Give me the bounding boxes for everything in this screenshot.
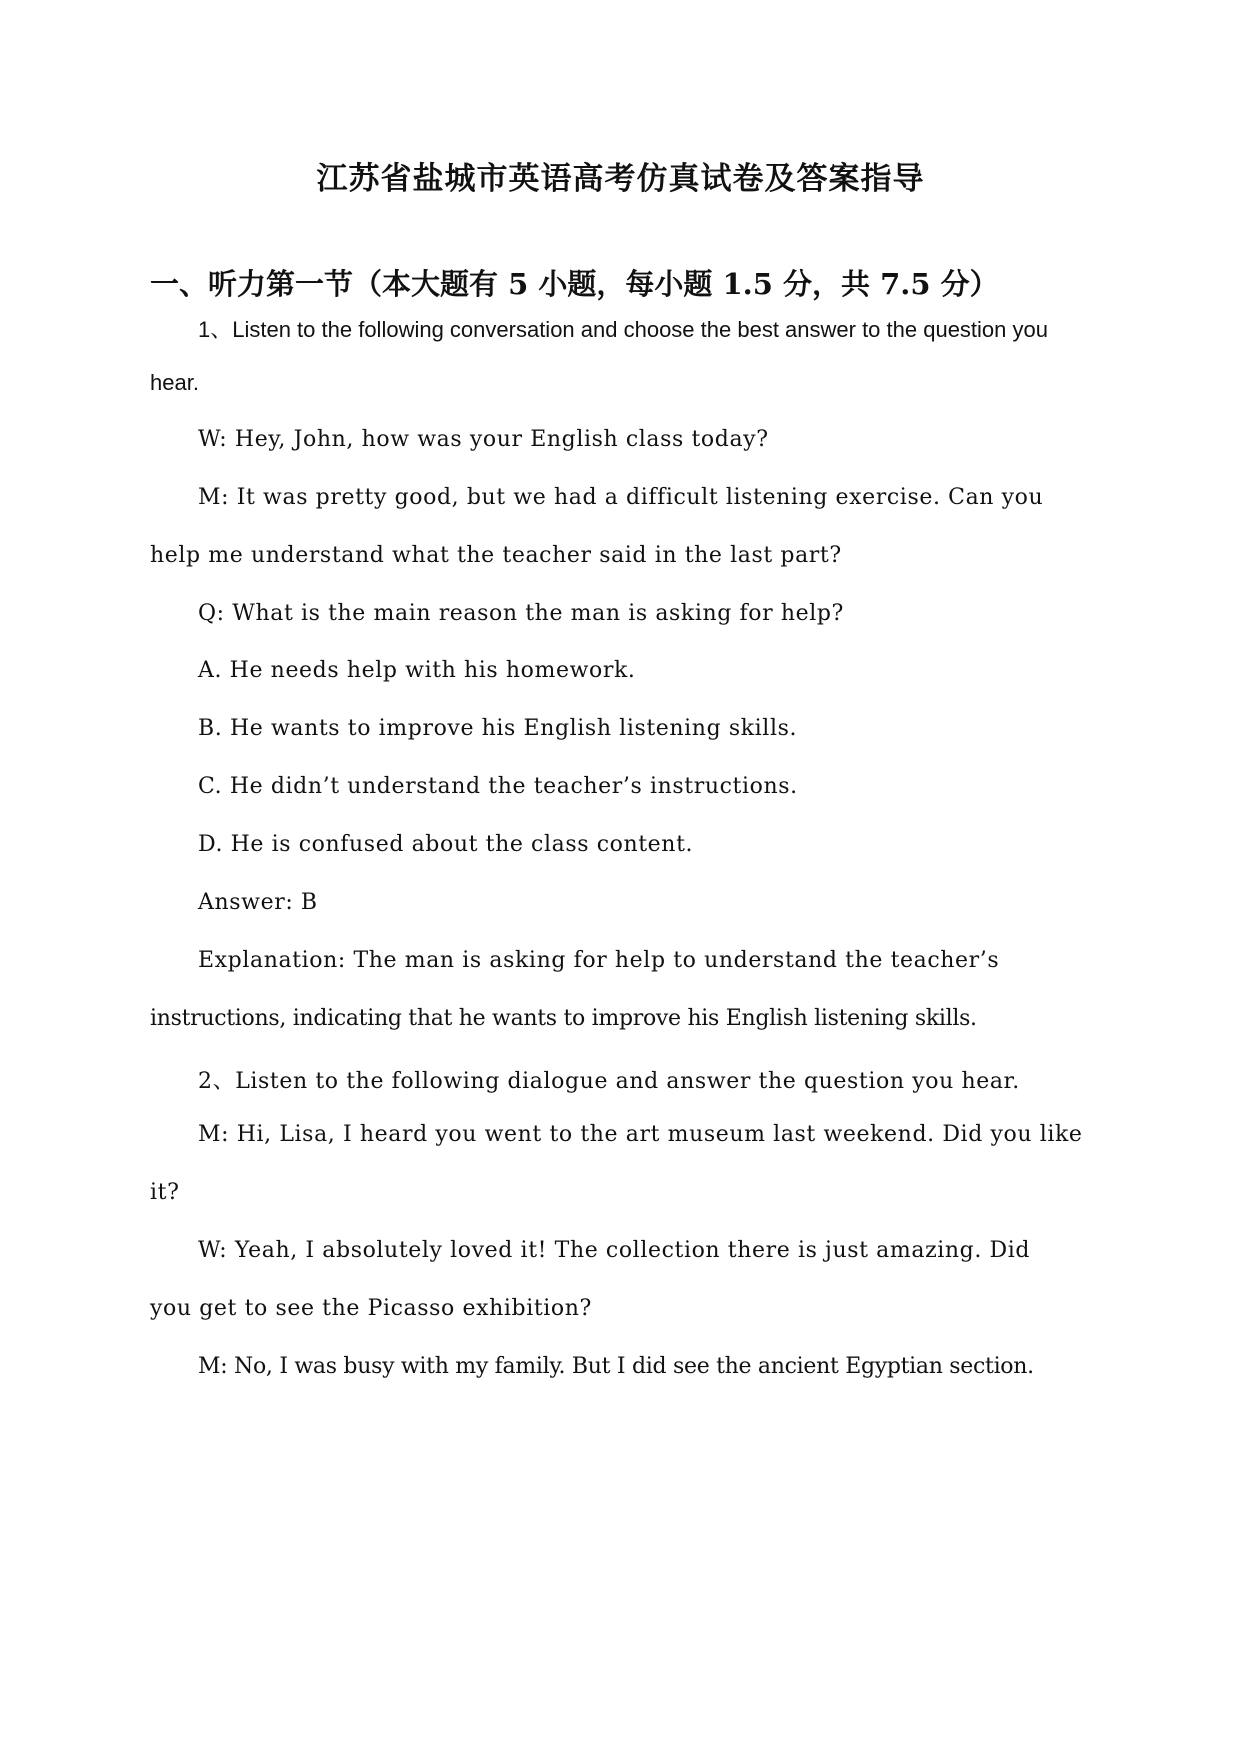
dialogue-line-continued: help me understand what the teacher said in the last part?	[150, 543, 842, 568]
question-1-prompt: 1、Listen to the following conversation and choose the best answer to the question you	[198, 317, 1048, 342]
dialogue-line: M: Hi, Lisa, I heard you went to the art museum last weekend. Did you like	[198, 1122, 1083, 1147]
page-title: 江苏省盐城市英语高考仿真试卷及答案指导	[316, 161, 925, 197]
question-1-prompt-continued: hear.	[150, 370, 199, 395]
dialogue-line: M: It was pretty good, but we had a difficult listening exercise. Can you	[198, 485, 1044, 510]
question-line: Q: What is the main reason the man is asking for help?	[198, 601, 844, 626]
answer-option-c: C. He didn’t understand the teacher’s instructions.	[198, 774, 798, 799]
dialogue-line: W: Yeah, I absolutely loved it! The collection there is just amazing. Did	[198, 1238, 1031, 1263]
answer-line: Answer: B	[198, 890, 318, 915]
explanation-line: Explanation: The man is asking for help to understand the teacher’s	[198, 948, 1000, 973]
answer-option-a: A. He needs help with his homework.	[198, 658, 636, 683]
question-2-prompt: 2、Listen to the following dialogue and answer the question you hear.	[198, 1069, 1020, 1094]
section-heading: 一、听力第一节（本大题有 5 小题，每小题 1.5 分，共 7.5 分）	[150, 267, 999, 301]
dialogue-line-continued: you get to see the Picasso exhibition?	[150, 1296, 592, 1321]
answer-option-b: B. He wants to improve his English listening skills.	[198, 716, 798, 741]
dialogue-line-continued: it?	[150, 1180, 180, 1205]
answer-option-d: D. He is confused about the class content.	[198, 832, 694, 857]
explanation-line-continued: instructions, indicating that he wants to improve his English listening skills.	[150, 1006, 977, 1031]
dialogue-line: M: No, I was busy with my family. But I did see the ancient Egyptian section.	[198, 1354, 1034, 1379]
dialogue-line: W: Hey, John, how was your English class today?	[198, 427, 769, 452]
